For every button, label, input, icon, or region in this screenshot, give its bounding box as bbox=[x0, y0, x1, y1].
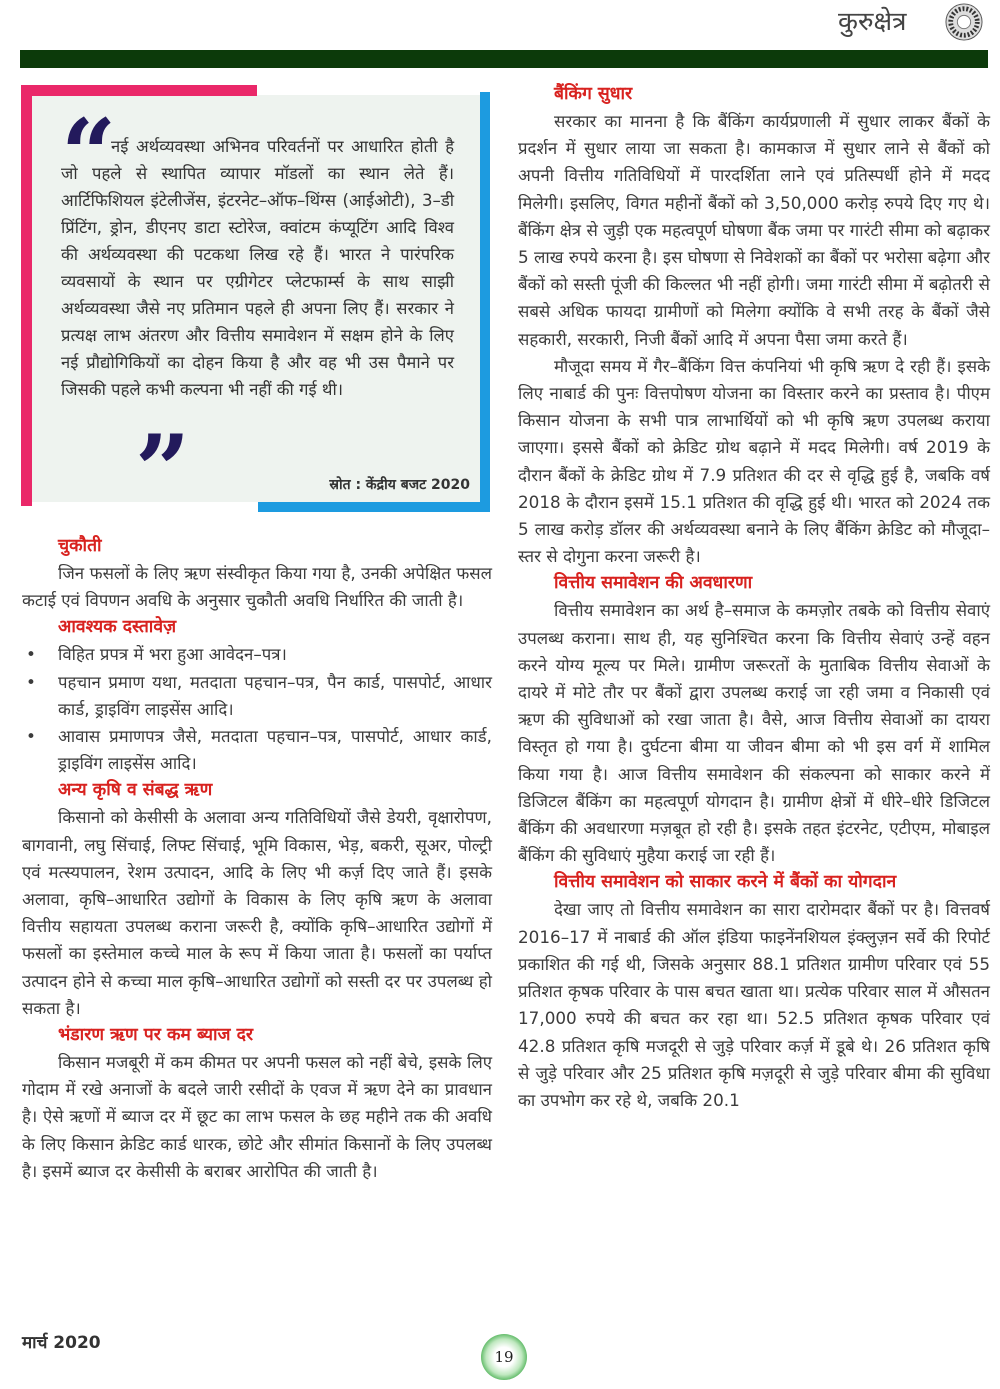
section-heading: वित्तीय समावेशन को साकार करने में बैंकों का योगदान bbox=[554, 872, 897, 893]
quote-frame-right bbox=[480, 92, 490, 512]
paragraph: किसानो को केसीसी के अलावा अन्य गतिविधियों जैसे डेयरी, वृक्षारोपण, बागवानी, लघु सिंचाई, लिफ्ट सिंचाई, भूमि विकास, भेड़, बकरी, सूअर, पोल्ट्री एवं मत्स्यपालन, रेशम उत्पादन, आदि के लिए भी कर्ज़ दिए जाते हैं। इसके अलावा, कृषि–आधारित उद्योगों के विकास के लिए कृषि ऋण के अलावा वित्तीय सहायता उपलब्ध कराना जरूरी है, क्योंकि कृषि–आधारित उद्योगों में फसलों का इस्तेमाल कच्चे माल के रूप में किया जाता है। फसलों का पर्याप्त उत्पादन होने से कच्चा माल कृषि–आधारित उद्योगों को सस्ती दर पर उपलब्ध हो सकता है। bbox=[22, 807, 492, 1018]
section-heading: बैंकिंग सुधार bbox=[554, 84, 633, 104]
bullet-icon: • bbox=[26, 671, 36, 692]
section-heading: वित्तीय समावेशन की अवधारणा bbox=[554, 573, 753, 594]
open-quote-icon: “ bbox=[61, 98, 117, 211]
close-quote-icon: ” bbox=[135, 414, 191, 527]
bullet-icon: • bbox=[26, 644, 36, 665]
list-item-text: पहचान प्रमाण यथा, मतदाता पहचान–पत्र, पैन कार्ड, पासपोर्ट, आधार कार्ड, ड्राइविंग लाइसेंस आदि। bbox=[58, 671, 492, 719]
paragraph: जिन फसलों के लिए ऋण संस्वीकृत किया गया है, उनकी अपेक्षित फसल कटाई एवं विपणन अवधि के अनुसार चुकौती अवधि निर्धारित की जाती है। bbox=[22, 563, 492, 611]
quote-frame-left bbox=[21, 85, 32, 506]
section-heading: अन्य कृषि व संबद्ध ऋण bbox=[58, 780, 213, 801]
page-number: 19 bbox=[494, 1348, 514, 1366]
page-number-badge bbox=[481, 1334, 527, 1380]
list-item bbox=[22, 641, 492, 668]
paragraph: सरकार का मानना है कि बैंकिंग कार्यप्रणाली में सुधार लाकर बैंकों के प्रदर्शन में सुधार लाया जा सकता है। कामकाज में सुधार लाने से बैंकों को अपनी वित्तीय गतिविधियों में पारदर्शिता लाने एवं प्रतिस्पर्धी होने में मदद मिलेगी। इसलिए, विगत महीनों बैंकों को 3,50,000 करोड़ रुपये दिए गए थे। बैंकिंग क्षेत्र से जुड़ी एक महत्वपूर्ण घोषणा बैंक जमा पर गारंटी सीमा को बढ़ाकर 5 लाख रुपये करना है। इस घोषणा से निवेशकों का बैंकों पर भरोसा बढ़ेगा और बैंकों को सस्ती पूंजी की किल्लत भी नहीं होगी। जमा गारंटी सीमा में बढ़ोतरी से सबसे अधिक फायदा ग्रामीणों को मिलेगा क्योंकि वे सभी तरह के बैंकों जैसे सहकारी, सरकारी, निजी बैंकों आदि में अपना पैसा जमा करते हैं। bbox=[518, 111, 990, 349]
header-rule bbox=[20, 50, 988, 68]
paragraph: देखा जाए तो वित्तीय समावेशन का सारा दारोमदार बैंकों पर है। वित्तवर्ष 2016–17 में नाबार्ड की ऑल इंडिया फाइनेंनशियल इंक्लुज़न सर्वे की रिपोर्ट प्रकाशित की गई थी, जिसके अनुसार 88.1 प्रतिशत ग्रामीण परिवार एवं 55 प्रतिशत कृषक परिवार के पास बचत खाता था। प्रत्येक परिवार साल में औसतन 17,000 रुपये की बचत कर रहा था। 52.5 प्रतिशत कृषक परिवार एवं 42.8 प्रतिशत कृषि मजदूरी से जुड़े परिवार कर्ज़ में डूबे थे। 26 प्रतिशत कृषि से जुड़े परिवार और 25 प्रतिशत कृषि मज़दूरी से जुड़े परिवार बीमा की सुविधा का उपभोग कर रहे थे, जबकि 20.1 bbox=[518, 899, 990, 1110]
paragraph: किसान मजबूरी में कम कीमत पर अपनी फसल को नहीं बेचे, इसके लिए गोदाम में रखे अनाजों के बदले जारी रसीदों के एवज में ऋण देने का प्रावधान है। ऐसे ऋणों में ब्याज दर में छूट का लाभ फसल के छह महीने तक की अवधि के लिए किसान क्रेडिट कार्ड धारक, छोटे और सीमांत किसानों के लिए उपलब्ध है। इसमें ब्याज दर केसीसी के बराबर आरोपित की जाती है। bbox=[22, 1052, 492, 1181]
paragraph: मौजूदा समय में गैर–बैंकिंग वित्त कंपनियां भी कृषि ऋण दे रही हैं। इसके लिए नाबार्ड की पुनः वित्तपोषण योजना का विस्तार करने का प्रस्ताव है। पीएम किसान योजना के सभी पात्र लाभार्थियों को भी कृषि ऋण उपलब्ध कराया जाएगा। इससे बैंकों को क्रेडिट ग्रोथ बढ़ाने में मदद मिलेगी। वर्ष 2019 के दौरान बैंकों के क्रेडिट ग्रोथ में 7.9 प्रतिशत की दर से वृद्धि हुई है, जबकि वर्ष 2018 के दौरान इसमें 15.1 प्रतिशत की वृद्धि हुई थी। भारत को 2024 तक 5 लाख करोड़ डॉलर की अर्थव्यवस्था बनाने के लिए बैंकिंग क्रेडिट को मौजूदा–स्तर से दोगुना करना जरूरी है। bbox=[518, 355, 990, 567]
quote-frame-top bbox=[21, 85, 257, 96]
section-heading: चुकौती bbox=[58, 536, 102, 556]
section-heading: भंडारण ऋण पर कम ब्याज दर bbox=[58, 1025, 254, 1046]
list-item bbox=[22, 723, 492, 777]
list-item-text: विहित प्रपत्र में भरा हुआ आवेदन–पत्र। bbox=[58, 644, 287, 665]
documents-list bbox=[22, 641, 492, 777]
left-column bbox=[22, 533, 492, 1185]
quote-body: नई अर्थव्यवस्था अभिनव परिवर्तनों पर आधारित होती है जो पहले से स्थापित व्यापार मॉडलों का स्थान लेते हैं। आर्टिफिशियल इंटेलीजेंस, इंटरनेट–ऑफ–थिंग्स (आईओटी), 3–डी प्रिंटिंग, ड्रोन, डीएनए डाटा स्टोरेज, क्वांटम कंप्यूटिंग आदि विश्व की अर्थव्यवस्था की पटकथा लिख रहे हैं। भारत ने पारंपरिक व्यवसायों के स्थान पर एग्रीगेटर प्लेटफार्म्स के साथ साझी अर्थव्यवस्था जैसे नए प्रतिमान पहले ही अपना लिए हैं। सरकार ने प्रत्यक्ष लाभ अंतरण और वित्तीय समावेशन में सक्षम होने के लिए नई प्रौद्योगिकियों का दोहन किया है और वह भी उस पैमाने पर जिसकी पहले कभी कल्पना भी नहीं की गई थी। bbox=[61, 137, 454, 399]
list-item bbox=[22, 669, 492, 723]
quote-box bbox=[21, 85, 490, 527]
magazine-title: कुरुक्षेत्र bbox=[838, 7, 907, 37]
paragraph: वित्तीय समावेशन का अर्थ है–समाज के कमज़ोर तबके को वित्तीय सेवाएं उपलब्ध कराना। साथ ही, यह सुनिश्चित करना कि वित्तीय सेवाएं उन्हें वहन करने योग्य मूल्य पर मिले। ग्रामीण जरूरतों के मुताबिक वित्तीय सेवाओं के दायरे में मोटे तौर पर बैंकों द्वारा उपलब्ध कराई जा रही जमा व निकासी एवं ऋण की सुविधाओं को रखा जाता है। वैसे, आज वित्तीय सेवाओं का दायरा विस्तृत हो गया है। दुर्घटना बीमा या जीवन बीमा को भी इस वर्ग में शामिल किया गया है। आज वित्तीय समावेशन की संकल्पना को साकार करने में डिजिटल बैंकिंग का महत्वपूर्ण योगदान है। ग्रामीण क्षेत्रों में धीरे–धीरे डिजिटल बैंकिंग की अवधारणा मज़बूत हो रही है। इसके तहत इंटरनेट, एटीएम, मोबाइल बैंकिंग की सुविधाएं मुहैया कराई जा रही हैं। bbox=[518, 600, 990, 866]
right-column bbox=[518, 81, 990, 1114]
quote-text bbox=[61, 133, 454, 403]
quote-source: स्रोत : केंद्रीय बजट 2020 bbox=[329, 477, 470, 493]
bullet-icon: • bbox=[26, 726, 36, 747]
quote-frame-bottom bbox=[258, 502, 490, 512]
section-heading: आवश्यक दस्तावेज़ bbox=[58, 617, 177, 638]
list-item-text: आवास प्रमाणपत्र जैसे, मतदाता पहचान–पत्र, पासपोर्ट, आधार कार्ड, ड्राइविंग लाइसेंस आदि। bbox=[58, 726, 492, 774]
wheel-emblem-icon bbox=[945, 3, 983, 41]
issue-date: मार्च 2020 bbox=[22, 1333, 101, 1353]
